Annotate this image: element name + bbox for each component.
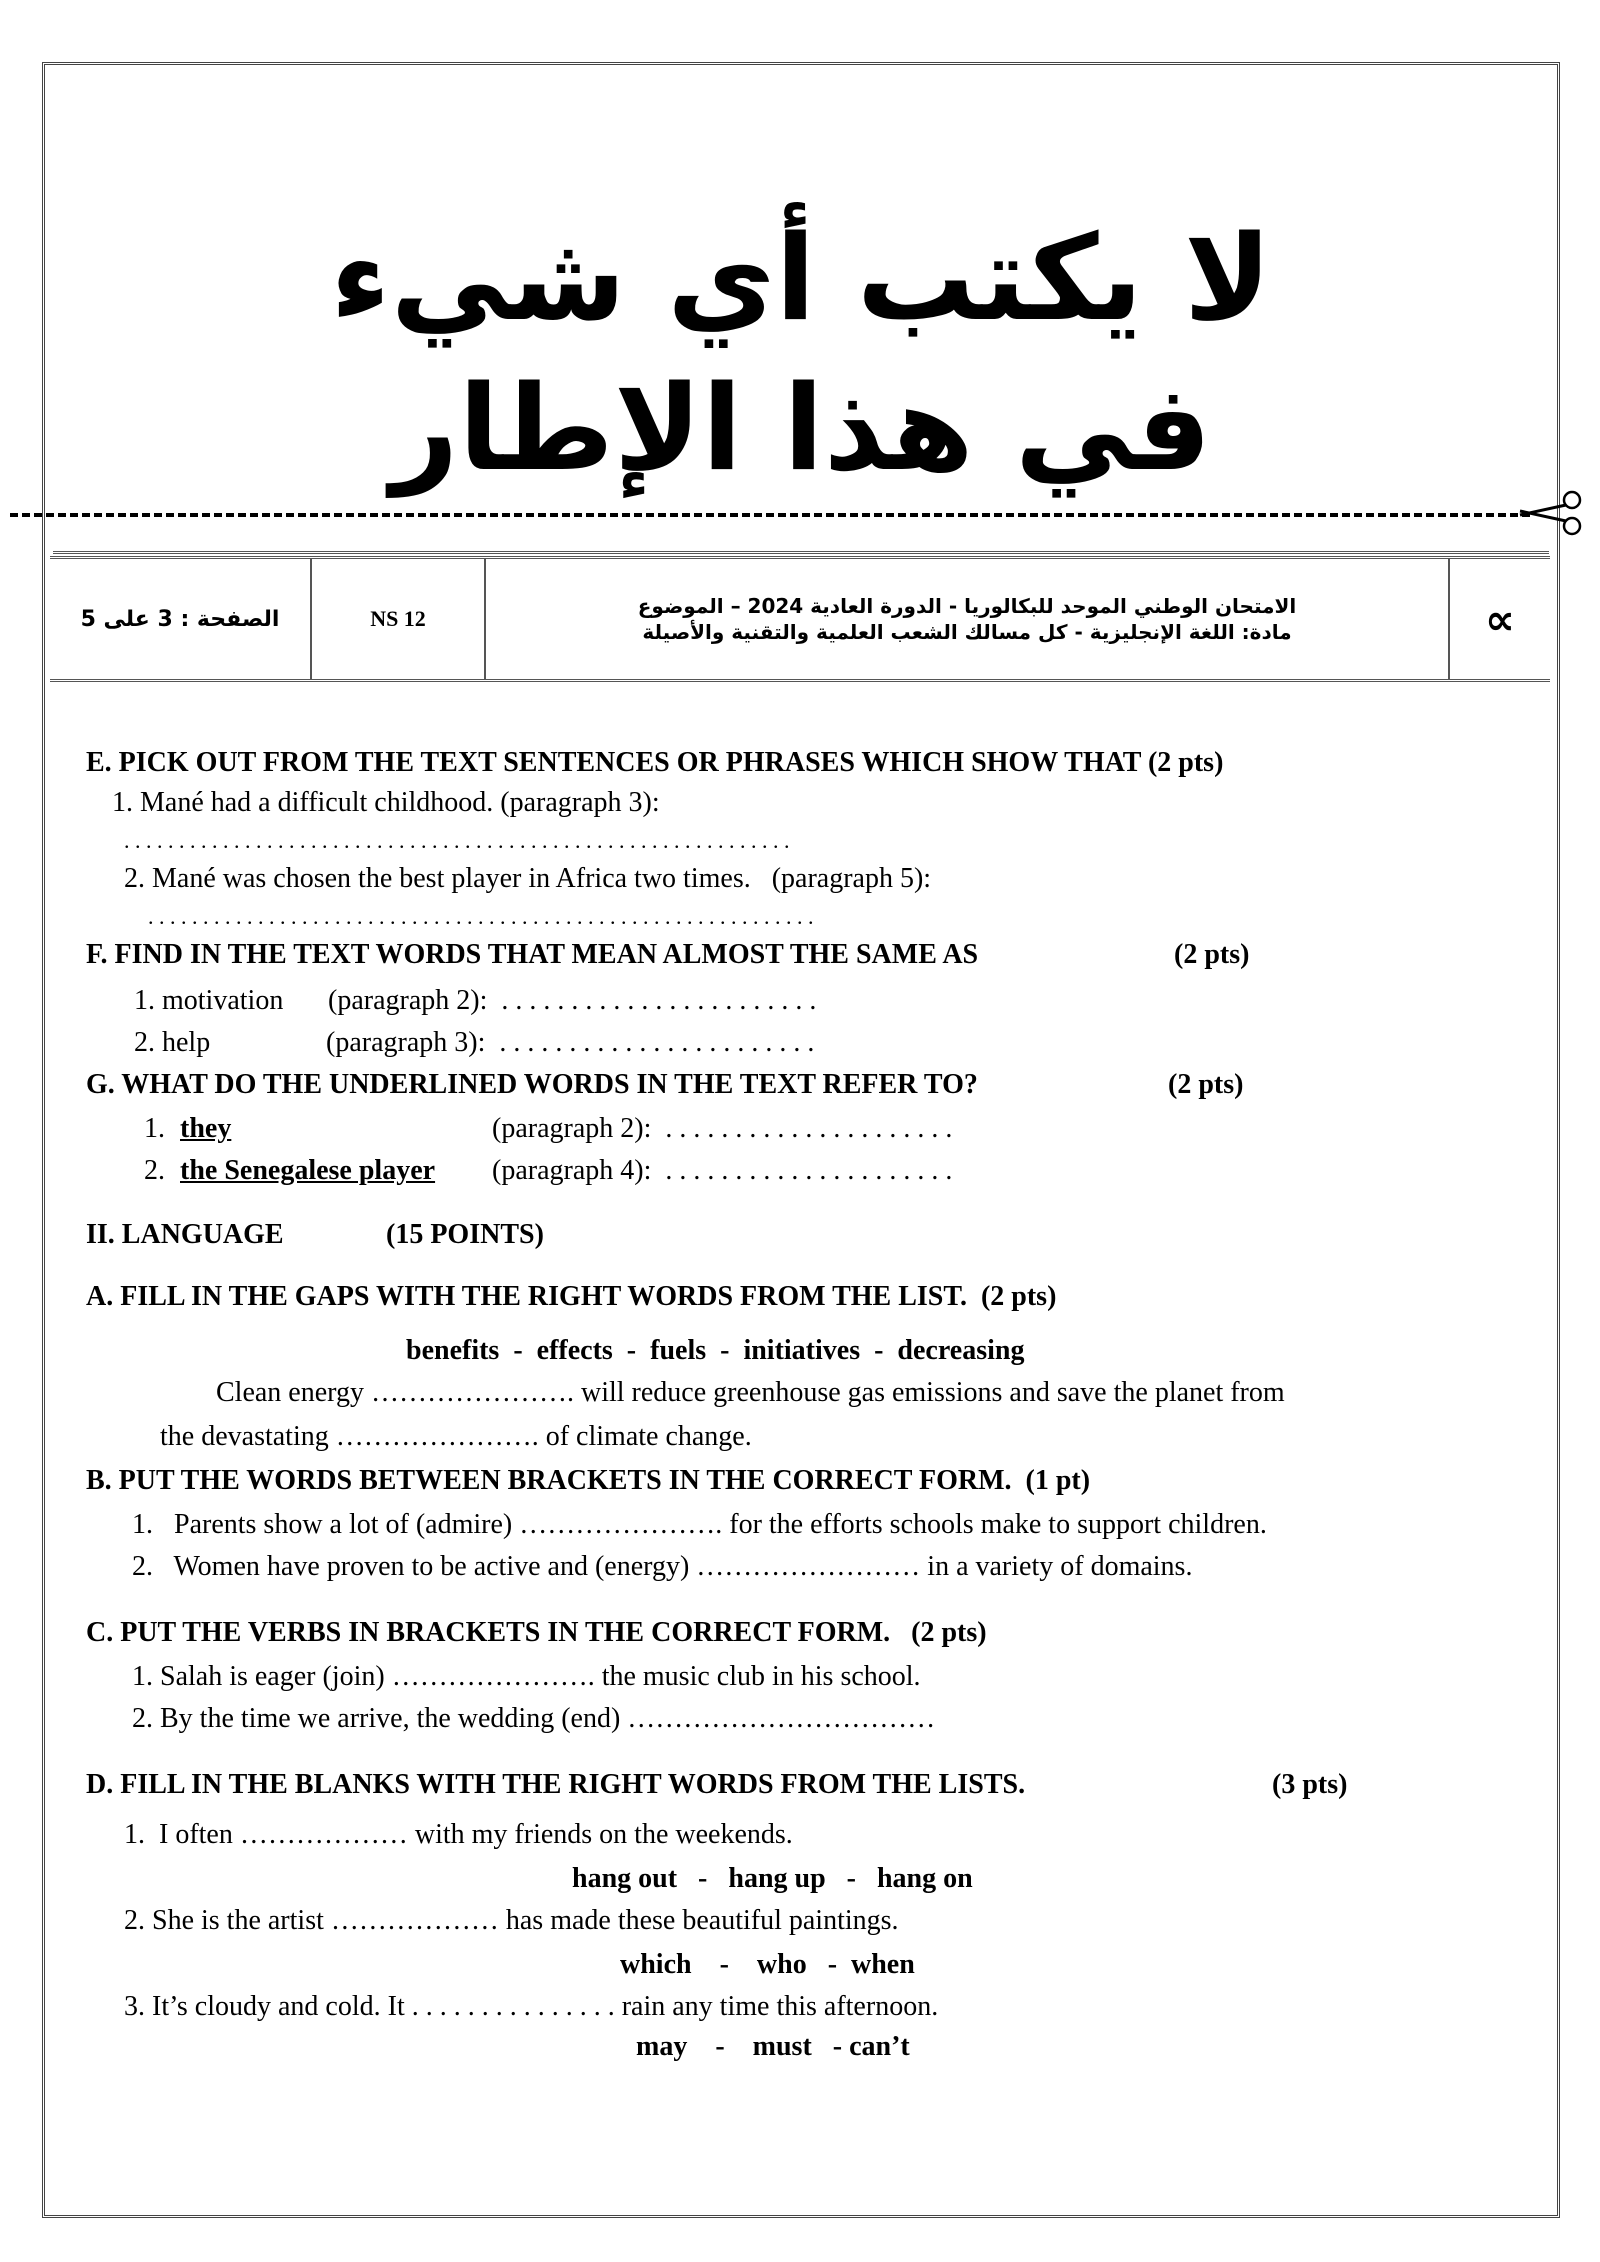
lang-d-points: (3 pts)	[1272, 1769, 1348, 1800]
section-f-heading: F. FIND IN THE TEXT WORDS THAT MEAN ALMOST THE SAME AS	[86, 939, 979, 970]
lang-d-item-1: 1. I often ……………… with my friends on the weekends.	[124, 1819, 793, 1850]
section-e-heading: E. PICK OUT FROM THE TEXT SENTENCES OR PHRASES WHICH SHOW THAT (2 pts)	[86, 747, 1224, 778]
cut-line	[10, 513, 1530, 517]
lang-b-item-1: 1. Parents show a lot of (admire) …………………. for the efforts schools make to support children.	[132, 1509, 1267, 1540]
lang-d-heading: D. FILL IN THE BLANKS WITH THE RIGHT WORDS FROM THE LISTS.	[86, 1769, 1026, 1800]
section-g-item-2-answer: (paragraph 4): . . . . . . . . . . . . . . . . . . . . .	[492, 1155, 953, 1186]
exam-title	[486, 559, 1450, 679]
section-e-answer-2: . . . . . . . . . . . . . . . . . . . . . . . . . . . . . . . . . . . . . . . . . . . . . . . . . . . . . . . . . . . . .	[148, 904, 814, 929]
section-e-item-1: 1. Mané had a difficult childhood. (paragraph 3):	[112, 787, 660, 818]
logo-icon: ∝	[1485, 594, 1515, 644]
lang-c-item-1: 1. Salah is eager (join) …………………. the music club in his school.	[132, 1661, 921, 1692]
banner-line-1: لا يكتب أي شيء	[330, 209, 1272, 347]
section-g-points: (2 pts)	[1168, 1069, 1244, 1100]
exam-header	[50, 556, 1550, 682]
lang-b-heading: B. PUT THE WORDS BETWEEN BRACKETS IN THE CORRECT FORM. (1 pt)	[86, 1465, 1091, 1496]
section-e-item-2: 2. Mané was chosen the best player in Africa two times. (paragraph 5):	[124, 863, 932, 894]
lang-a-options: benefits - effects - fuels - initiatives - decreasing	[406, 1335, 1025, 1366]
language-heading: II. LANGUAGE	[86, 1219, 284, 1250]
language-points: (15 POINTS)	[386, 1219, 544, 1250]
section-f-item-1-answer: (paragraph 2): . . . . . . . . . . . . . . . . . . . . . . .	[328, 985, 817, 1016]
section-g-item-2-num: 2.	[144, 1155, 165, 1186]
lang-b-item-2: 2. Women have proven to be active and (energy) …………………… in a variety of domains.	[132, 1551, 1193, 1582]
lang-d-item-3: 3. It’s cloudy and cold. It . . . . . . . . . . . . . . . rain any time this afternoon.	[124, 1991, 939, 2022]
exam-title-line-2: مادة: اللغة الإنجليزية - كل مسالك الشعب العلمية والتقنية والأصيلة	[642, 620, 1292, 644]
section-f-item-1-word: 1. motivation	[134, 985, 284, 1016]
lang-d-options-2: which - who - when	[620, 1949, 915, 1980]
lang-a-heading: A. FILL IN THE GAPS WITH THE RIGHT WORDS FROM THE LIST. (2 pts)	[86, 1281, 1057, 1312]
section-f-points: (2 pts)	[1174, 939, 1250, 970]
lang-d-options-1: hang out - hang up - hang on	[572, 1863, 973, 1894]
section-g-item-2-word: the Senegalese player	[180, 1155, 436, 1186]
page-number: الصفحة : 3 على 5	[50, 559, 312, 679]
section-g-item-1-num: 1.	[144, 1113, 165, 1144]
section-g-item-1-answer: (paragraph 2): . . . . . . . . . . . . . . . . . . . . .	[492, 1113, 953, 1144]
lang-c-item-2: 2. By the time we arrive, the wedding (end) ……………………………	[132, 1703, 936, 1734]
section-f-item-2-answer: (paragraph 3): . . . . . . . . . . . . . . . . . . . . . . .	[326, 1027, 815, 1058]
do-not-write-area	[53, 73, 1549, 554]
lang-a-line-1: Clean energy …………………. will reduce greenhouse gas emissions and save the planet from	[216, 1377, 1285, 1408]
lang-d-options-3: may - must - can’t	[636, 2031, 910, 2062]
lang-a-line-2: the devastating …………………. of climate change.	[160, 1421, 752, 1452]
section-g-item-1-word: they	[180, 1113, 232, 1144]
section-g-heading: G. WHAT DO THE UNDERLINED WORDS IN THE TEXT REFER TO?	[86, 1069, 978, 1100]
section-f-item-2-word: 2. help	[134, 1027, 211, 1058]
exam-code: NS 12	[312, 559, 486, 679]
lang-d-item-2: 2. She is the artist ……………… has made these beautiful paintings.	[124, 1905, 899, 1936]
exam-title-line-1: الامتحان الوطني الموحد للبكالوريا - الدورة العادية 2024 – الموضوع	[637, 594, 1297, 618]
scissors-icon	[1516, 488, 1586, 538]
section-e-answer-1: . . . . . . . . . . . . . . . . . . . . . . . . . . . . . . . . . . . . . . . . . . . . . . . . . . . . . . . . . . . . .	[124, 828, 790, 853]
banner-line-2: في هذا الإطار	[390, 359, 1212, 497]
lang-c-heading: C. PUT THE VERBS IN BRACKETS IN THE CORRECT FORM. (2 pts)	[86, 1617, 987, 1648]
